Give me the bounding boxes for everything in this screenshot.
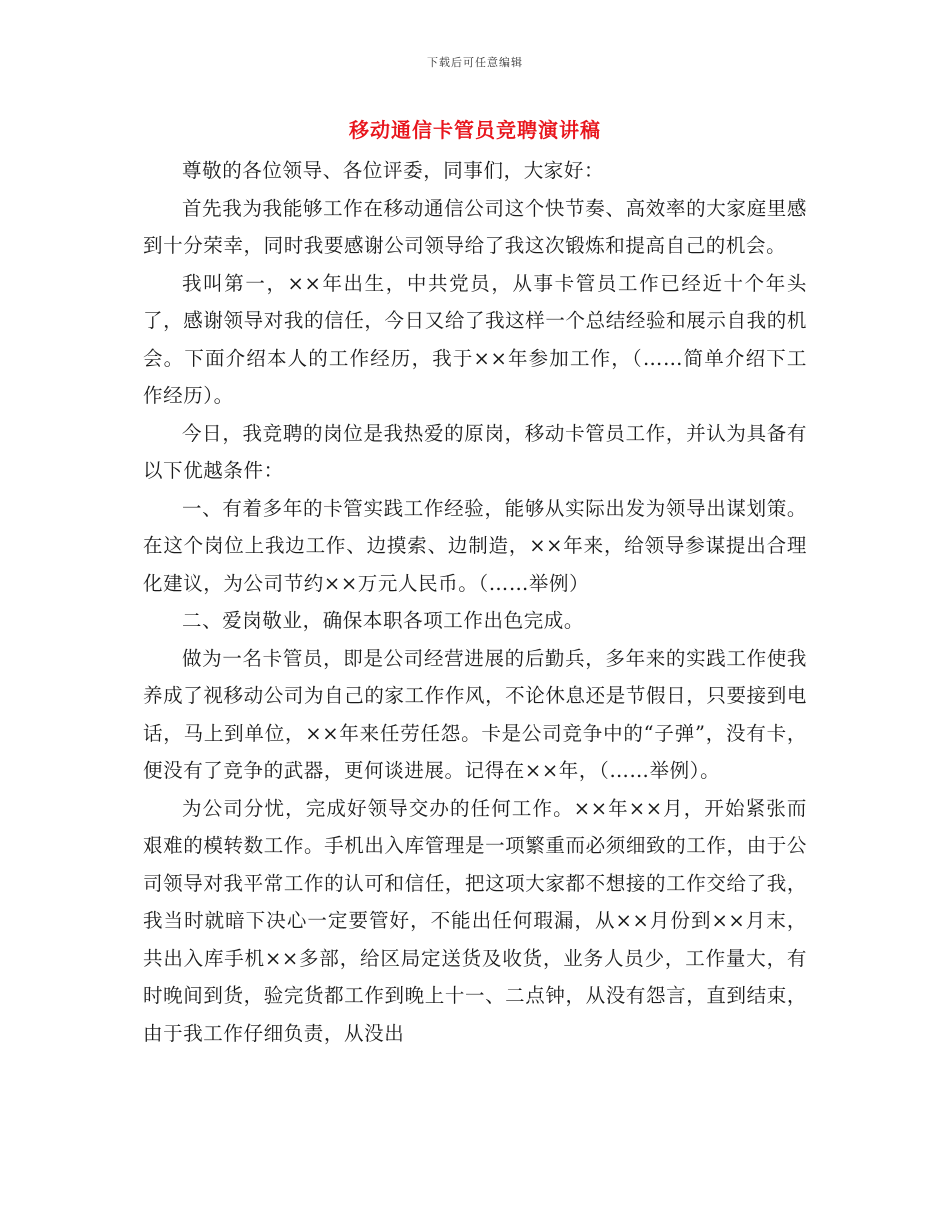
paragraph: 二、爱岗敬业，确保本职各项工作出色完成。 (182, 609, 585, 632)
paragraph: 今日，我竞聘的岗位是我热爱的原岗，移动卡管员工作，并认为具备有以下优越条件： (143, 421, 807, 482)
paragraph: 首先我为我能够工作在移动通信公司这个快节奏、高效率的大家庭里感到十分荣幸，同时我要感谢公司领导给了我这次锻炼和提高自己的机会。 (143, 196, 807, 257)
paragraph: 我叫第一，××年出生，中共党员，从事卡管员工作已经近十个年头了，感谢领导对我的信任，今日又给了我这样一个总结经验和展示自我的机会。下面介绍本人的工作经历，我于××年参加工作，（……简单介绍下工作经历）。 (143, 271, 807, 407)
paragraph: 一、有着多年的卡管实践工作经验，能够从实际出发为领导出谋划策。在这个岗位上我边工作、边摸索、边制造，××年来，给领导参谋提出合理化建议，为公司节约××万元人民币。（……举例） (143, 496, 807, 595)
paragraph: 为公司分忧，完成好领导交办的任何工作。××年××月，开始紧张而艰难的模转数工作。手机出入库管理是一项繁重而必须细致的工作，由于公司领导对我平常工作的认可和信任，把这项大家都不想接的工作交给了我，我当时就暗下决心一定要管好，不能出任何瑕漏，从××月份到××月末，共出入库手机××多部，给区局定送货及收货，业务人员少，工作量大，有时晚间到货，验完货都工作到晚上十一、二点钟，从没有怨言，直到结束，由于我工作仔细负责，从没出 (143, 796, 807, 1045)
paragraph: 做为一名卡管员，即是公司经营进展的后勤兵，多年来的实践工作使我养成了视移动公司为自己的家工作作风，不论休息还是节假日，只要接到电话，马上到单位，××年来任劳任怨。卡是公司竞争中的“子弹”，没有卡，便没有了竞争的武器，更何谈进展。记得在××年，（……举例）。 (143, 646, 807, 782)
paragraph-greeting: 尊敬的各位领导、各位评委，同事们，大家好： (182, 159, 605, 182)
document-title: 移动通信卡管员竞聘演讲稿 (349, 118, 601, 142)
document-body (143, 152, 807, 1052)
header-note: 下载后可任意编辑 (427, 56, 523, 69)
